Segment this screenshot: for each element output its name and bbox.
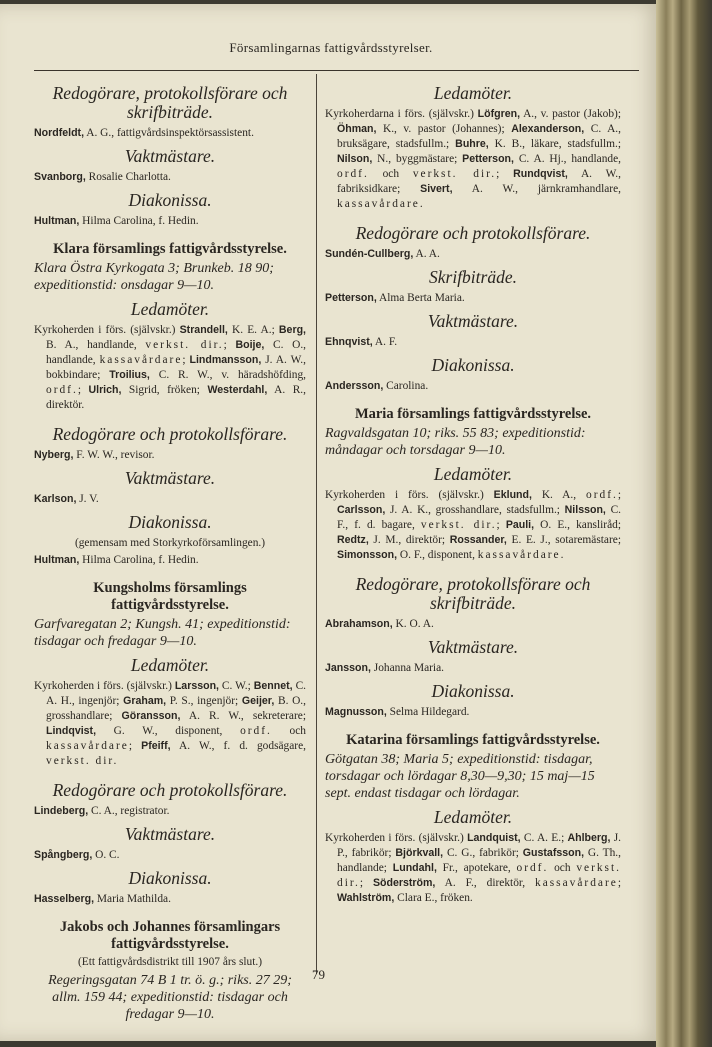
parish-title: Jakobs och Johannes församlingars fattigvårdsstyrelse.: [59, 919, 281, 952]
section-heading: Redogörare och protokollsförare.: [52, 424, 288, 444]
section-heading: Diakonissa.: [431, 681, 515, 701]
section-heading: Diakonissa.: [128, 512, 212, 532]
person-entry: Sundén-Cullberg, A. A.: [325, 248, 440, 260]
members-list: Kyrkoherden i förs. (självskr.) Landquist, C. A. E.; Ahlberg, J. P., fabrikör; Björkvall, C. G., fabrikör; Gustafsson, G. Th., handlande; Lundahl, Fr., apotekare, ordf. och verkst. dir.; Söderström, A. F., direktör, kassavårdare; Wahlström, Clara E., fröken.: [325, 832, 621, 904]
section-heading: Ledamöter.: [130, 655, 210, 675]
members-list: Kyrkoherden i förs. (självskr.) Eklund, K. A., ordf.; Carlsson, J. A. K., grosshandlare, stadsfullm.; Nilsson, C. F., f. d. bagare, verkst. dir.; Pauli, O. E., kansliråd; Redtz, J. M., direktör; Rossander, E. E. J., sotaremästare; Simonsson, O. F., disponent, kassavårdare.: [325, 489, 622, 561]
parish-address: Ragvaldsgatan 10; riks. 55 83; expeditionstid: måndagar och torsdagar 9—10.: [325, 426, 586, 458]
page-number: 79: [312, 967, 325, 982]
note: (gemensam med Storkyrkoförsamlingen.): [74, 537, 266, 549]
section-heading: Diakonissa.: [128, 190, 212, 210]
section-heading: Diakonissa.: [128, 868, 212, 888]
parish-title: Katarina församlings fattigvårdsstyrelse.: [346, 732, 600, 748]
person-entry: Nordfeldt, A. G., fattigvårdsinspektörsassistent.: [34, 127, 254, 139]
person-entry: Ehnqvist, A. F.: [325, 336, 398, 348]
section-heading: Vaktmästare.: [427, 311, 519, 331]
person-entry: Hultman, Hilma Carolina, f. Hedin.: [34, 554, 199, 566]
section-heading: Vaktmästare.: [124, 146, 216, 166]
section-heading: Redogörare, protokollsförare och skrifbiträde.: [52, 83, 288, 122]
parish-address: Klara Östra Kyrkogata 3; Brunkeb. 18 90; expeditionstid: onsdagar 9—10.: [34, 261, 274, 293]
book-spine: [656, 0, 712, 1047]
person-entry: Magnusson, Selma Hildegard.: [325, 706, 470, 718]
parish-title: Maria församlings fattigvårdsstyrelse.: [354, 406, 592, 422]
section-heading: Vaktmästare.: [124, 824, 216, 844]
members-list: Kyrkoherden i förs. (självskr.) Strandell, K. E. A.; Berg, B. A., handlande, verkst. dir.; Boije, C. O., handlande, kassavårdare; Lindmansson, J. A. W., bokbindare; Troilius, C. R. W., v. häradshöfding, ordf.; Ulrich, Sigrid, fröken; Westerdahl, A. R., direktör.: [34, 324, 307, 411]
person-entry: Lindeberg, C. A., registrator.: [34, 805, 170, 817]
person-entry: Hasselberg, Maria Mathilda.: [34, 893, 171, 905]
section-heading: Redogörare, protokollsförare och skrifbiträde.: [355, 574, 591, 613]
person-entry: Svanborg, Rosalie Charlotta.: [34, 171, 171, 183]
members-list: Kyrkoherdarna i förs. (självskr.) Löfgren, A., v. pastor (Jakob); Öhman, K., v. pastor (Johannes); Alexanderson, C. A., bruksägare, stadsfullm.; Buhre, K. B., läkare, stadsfullm.; Nilson, N., byggmästare; Petterson, C. A. Hj., handlande, ordf. och verkst. dir.; Rundqvist, A. W., fabriksidkare; Sivert, A. W., järnkramhandlare, kassavårdare.: [325, 108, 622, 210]
section-heading: Ledamöter.: [433, 83, 513, 103]
section-heading: Vaktmästare.: [124, 468, 216, 488]
parish-address: Garfvaregatan 2; Kungsh. 41; expeditionstid: tisdagar och fredagar 9—10.: [34, 617, 291, 649]
column-divider: [316, 74, 317, 974]
person-entry: Andersson, Carolina.: [325, 380, 429, 392]
left-column: [34, 80, 306, 1025]
running-header: Församlingarnas fattigvårdsstyrelser.: [229, 40, 433, 55]
right-column: [325, 80, 621, 906]
header-rule: [34, 70, 639, 71]
person-entry: Hultman, Hilma Carolina, f. Hedin.: [34, 215, 199, 227]
person-entry: Jansson, Johanna Maria.: [325, 662, 445, 674]
section-heading: Vaktmästare.: [427, 637, 519, 657]
person-entry: Nyberg, F. W. W., revisor.: [34, 449, 155, 461]
person-entry: Spångberg, O. C.: [34, 849, 120, 861]
parish-address: Regeringsgatan 74 B 1 tr. ö. g.; riks. 27 29; allm. 159 44; expeditionstid: tisdagar och fredagar 9—10.: [48, 973, 292, 1022]
parish-title: Klara församlings fattigvårdsstyrelse.: [53, 241, 287, 257]
note: (Ett fattigvårdsdistrikt till 1907 års slut.): [77, 956, 263, 968]
section-heading: Redogörare och protokollsförare.: [355, 223, 591, 243]
section-heading: Ledamöter.: [433, 807, 513, 827]
section-heading: Skrifbiträde.: [429, 267, 517, 287]
person-entry: Petterson, Alma Berta Maria.: [325, 292, 465, 304]
section-heading: Ledamöter.: [130, 299, 210, 319]
person-entry: Abrahamson, K. O. A.: [325, 618, 434, 630]
person-entry: Karlson, J. V.: [34, 493, 99, 505]
parish-address: Götgatan 38; Maria 5; expeditionstid: tisdagar, torsdagar och lördagar 8,30—9,30; 15 maj—15 sept. endast tisdagar och lördagar.: [325, 752, 595, 801]
section-heading: Ledamöter.: [433, 464, 513, 484]
members-list: Kyrkoherden i förs. (självskr.) Larsson, C. W.; Bennet, C. A. H., ingenjör; Graham, P. S., ingenjör; Geijer, B. O., grosshandlare; Göransson, A. R. W., sekreterare; Lindqvist, G. W., disponent, ordf. och kassavårdare; Pfeiff, A. W., f. d. godsägare, verkst. dir.: [34, 680, 307, 767]
parish-title: Kungsholms församlings fattigvårdsstyrelse.: [93, 580, 247, 613]
section-heading: Diakonissa.: [431, 355, 515, 375]
section-heading: Redogörare och protokollsförare.: [52, 780, 288, 800]
